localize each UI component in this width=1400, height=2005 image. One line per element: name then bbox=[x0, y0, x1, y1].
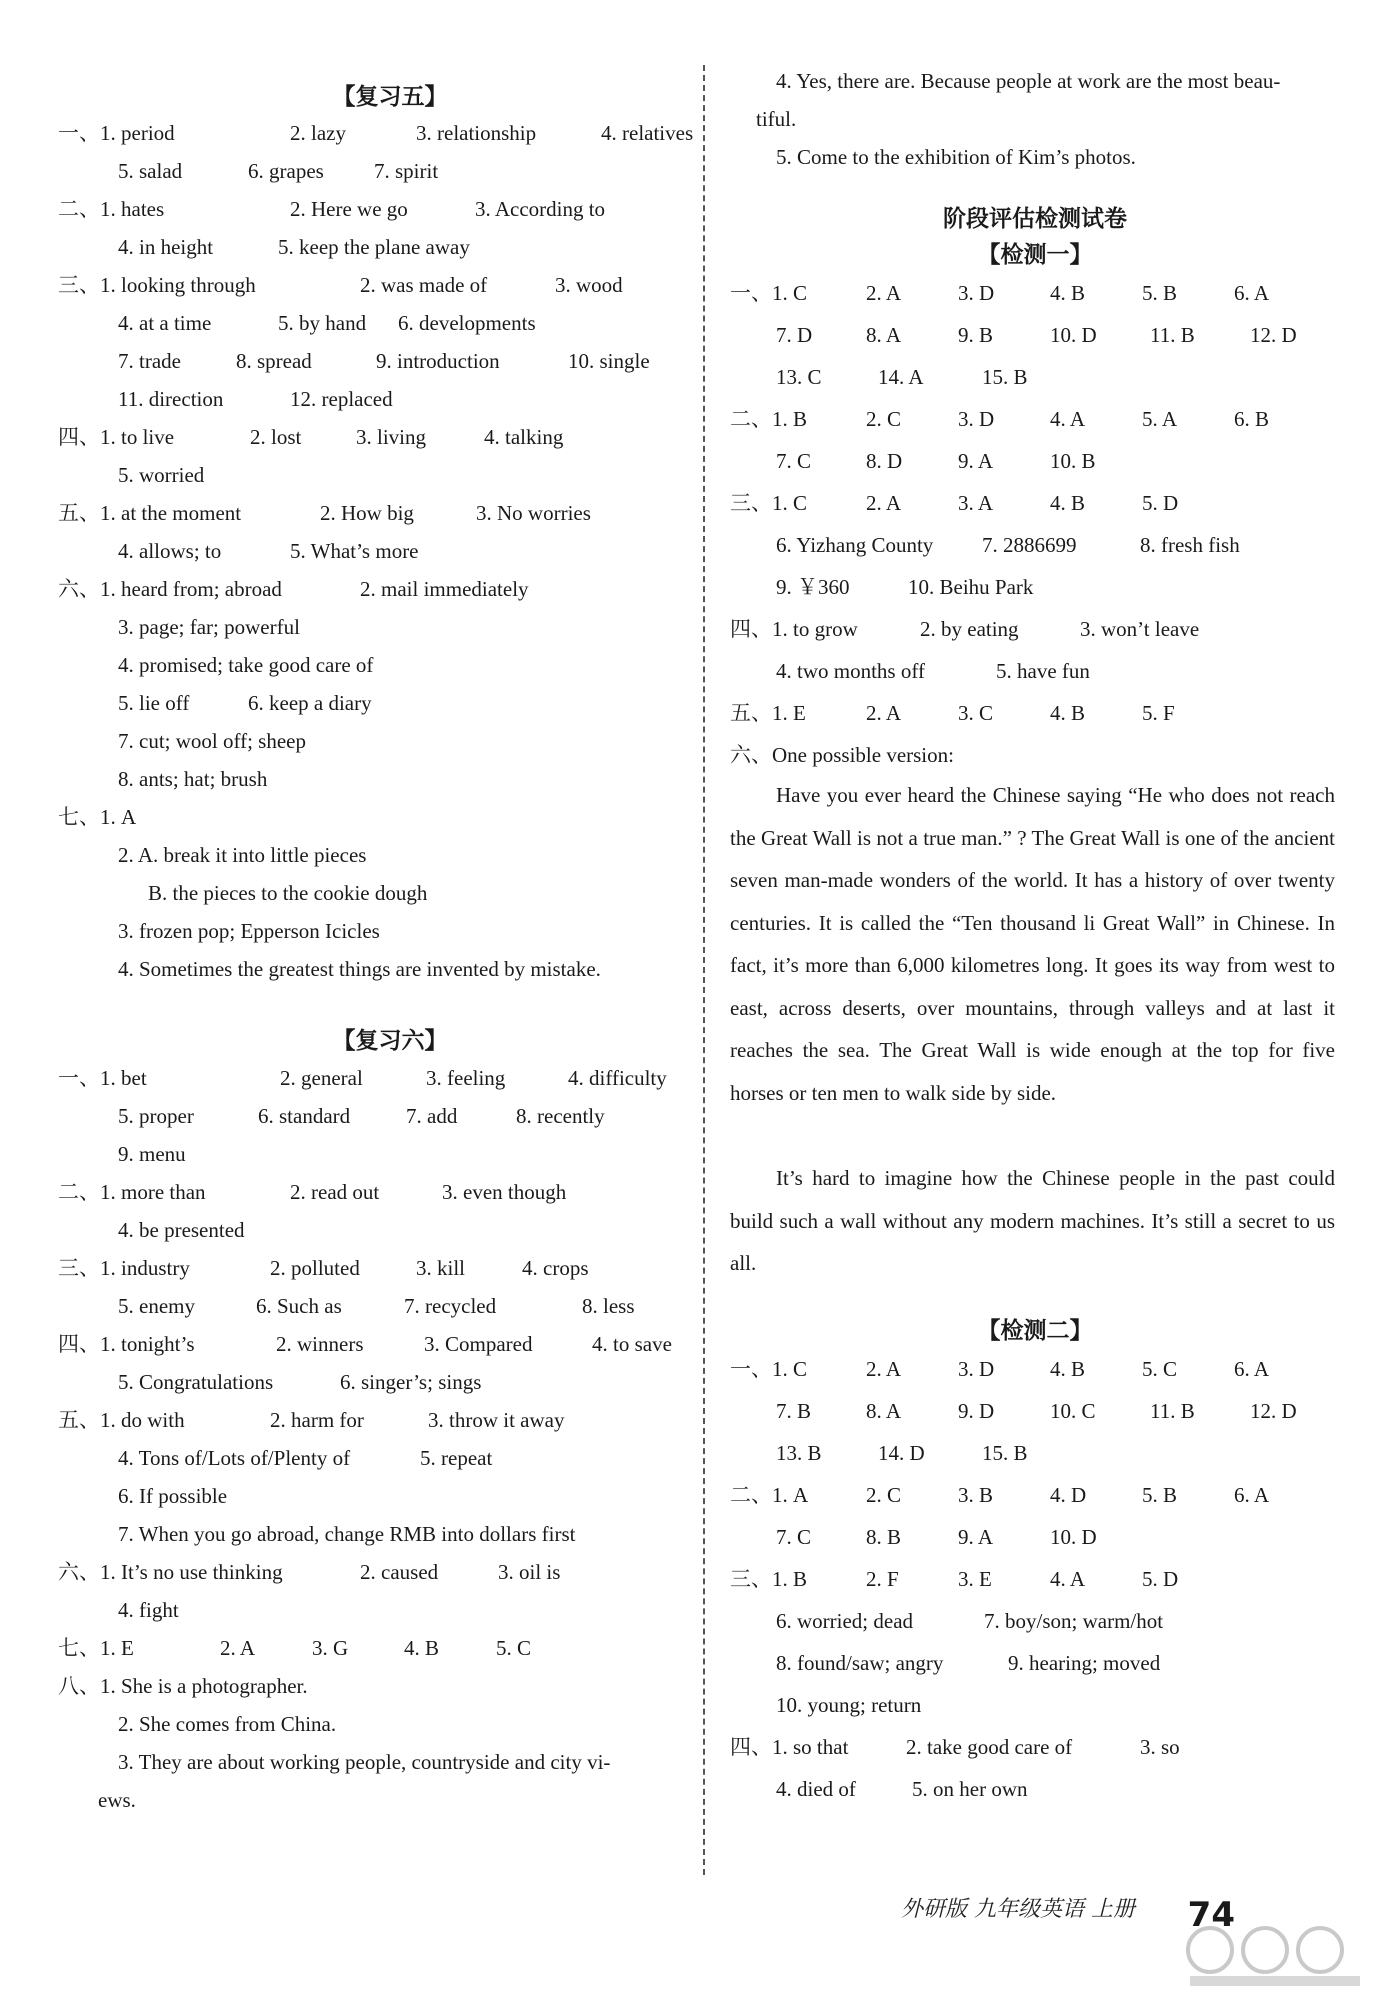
watermark-logo-icon bbox=[1170, 1920, 1380, 1990]
section-title: 阶段评估检测试卷 bbox=[943, 206, 1127, 232]
answer-line: 4. in height 5. keep the plane away bbox=[118, 235, 470, 259]
answer-line: 4. Sometimes the greatest things are invented by mistake. bbox=[118, 957, 601, 981]
answer-line: 7. D 8. A 9. B 10. D 11. B 12. D bbox=[776, 323, 1297, 347]
answer-line: 一、1. bet 2. general 3. feeling 4. difficulty bbox=[58, 1066, 667, 1090]
answer-line: 2. A. break it into little pieces bbox=[118, 843, 367, 867]
answer-line: ews. bbox=[98, 1788, 136, 1812]
answer-line: 5. salad 6. grapes 7. spirit bbox=[118, 159, 439, 183]
answer-line: 9. ￥360 10. Beihu Park bbox=[776, 575, 1034, 599]
answer-line: 六、1. heard from; abroad 2. mail immediately bbox=[58, 577, 529, 601]
answer-line: 10. young; return bbox=[776, 1693, 922, 1717]
answer-line: 八、1. She is a photographer. bbox=[58, 1674, 308, 1698]
answer-line: 5. Congratulations 6. singer’s; sings bbox=[118, 1370, 482, 1394]
answer-line: 一、1. C 2. A 3. D 4. B 5. C 6. A bbox=[730, 1357, 1270, 1381]
review5-title: 【复习五】 bbox=[332, 84, 448, 110]
answer-line: 7. C 8. B 9. A 10. D bbox=[776, 1525, 1097, 1549]
answer-line: 7. B 8. A 9. D 10. C 11. B 12. D bbox=[776, 1399, 1297, 1423]
answer-line: 二、1. hates 2. Here we go 3. According to bbox=[58, 197, 606, 221]
essay-paragraph: Have you ever heard the Chinese saying “He who does not reach the Great Wall is not a true man.” ? The Great Wall is one of the ancient seven man-made wonders of the world. It has a history of over twenty centuries. It is called the “Ten thousand li Great Wall” in Chinese. In fact, it’s more than 6,000 kilometres long. It goes its way from west to east, across deserts, over mountains, through valleys and at last it reaches the sea. The Great Wall is wide enough at the top for five horses or ten men to walk side by side. bbox=[730, 783, 1335, 1105]
answer-line: 9. menu bbox=[118, 1142, 186, 1166]
answer-line: 4. Yes, there are. Because people at work are the most beau- bbox=[776, 69, 1281, 93]
answer-line: 一、1. period 2. lazy 3. relationship 4. relatives bbox=[58, 121, 694, 145]
answer-line: 4. died of 5. on her own bbox=[776, 1777, 1028, 1801]
answer-line: 二、1. A 2. C 3. B 4. D 5. B 6. A bbox=[730, 1483, 1270, 1507]
answer-line: 四、1. tonight’s 2. winners 3. Compared 4. to save bbox=[58, 1332, 672, 1356]
answer-line: 3. page; far; powerful bbox=[118, 615, 300, 639]
answer-line: 三、1. looking through 2. was made of 3. wood bbox=[58, 273, 623, 297]
answer-line: 三、1. C 2. A 3. A 4. B 5. D bbox=[730, 491, 1179, 515]
answer-line: 5. Come to the exhibition of Kim’s photos. bbox=[776, 145, 1136, 169]
answer-line: 六、1. It’s no use thinking 2. caused 3. oil is bbox=[58, 1560, 561, 1584]
footer-book-title: 外研版 九年级英语 上册 bbox=[901, 1897, 1135, 1922]
answer-line: 四、1. to live 2. lost 3. living 4. talking bbox=[58, 425, 564, 449]
answer-line: tiful. bbox=[756, 107, 797, 131]
answer-line: B. the pieces to the cookie dough bbox=[148, 881, 428, 905]
answer-line: 4. fight bbox=[118, 1598, 179, 1622]
answer-line: 七、1. E 2. A 3. G 4. B 5. C bbox=[58, 1636, 532, 1660]
answer-line: 五、1. do with 2. harm for 3. throw it away bbox=[58, 1408, 565, 1432]
answer-line: 13. B 14. D 15. B bbox=[776, 1441, 1028, 1465]
answer-line: 二、1. more than 2. read out 3. even though bbox=[58, 1180, 567, 1204]
answer-line: 二、1. B 2. C 3. D 4. A 5. A 6. B bbox=[730, 407, 1270, 431]
answer-line: 三、1. B 2. F 3. E 4. A 5. D bbox=[730, 1567, 1179, 1591]
answer-line: 11. direction 12. replaced bbox=[118, 387, 393, 411]
answer-line: 4. be presented bbox=[118, 1218, 245, 1242]
page-number: 74 bbox=[1187, 1895, 1235, 1935]
answer-line: 4. two months off 5. have fun bbox=[776, 659, 1090, 683]
answer-line: 6. worried; dead 7. boy/son; warm/hot bbox=[776, 1609, 1164, 1633]
answer-line: 四、1. to grow 2. by eating 3. won’t leave bbox=[730, 617, 1200, 641]
answer-line: 7. When you go abroad, change RMB into dollars first bbox=[118, 1522, 576, 1546]
review6-title: 【复习六】 bbox=[332, 1028, 448, 1054]
answer-line: 7. cut; wool off; sheep bbox=[118, 729, 306, 753]
answer-line: 4. Tons of/Lots of/Plenty of 5. repeat bbox=[118, 1446, 493, 1470]
answer-line: 3. They are about working people, countryside and city vi- bbox=[118, 1750, 611, 1774]
answer-line: 8. ants; hat; brush bbox=[118, 767, 268, 791]
answer-line: 5. enemy 6. Such as 7. recycled 8. less bbox=[118, 1294, 635, 1318]
answer-line: 8. found/saw; angry 9. hearing; moved bbox=[776, 1651, 1161, 1675]
answer-line: 7. trade 8. spread 9. introduction 10. single bbox=[118, 349, 650, 373]
answer-line: 6. Yizhang County 7. 2886699 8. fresh fish bbox=[776, 533, 1240, 557]
column-divider bbox=[703, 65, 705, 1875]
answer-line: 4. at a time 5. by hand 6. developments bbox=[118, 311, 536, 335]
essay-label: 六、One possible version: bbox=[730, 743, 954, 767]
answer-line: 五、1. at the moment 2. How big 3. No worries bbox=[58, 501, 591, 525]
answer-line: 4. allows; to 5. What’s more bbox=[118, 539, 419, 563]
answer-line: 2. She comes from China. bbox=[118, 1712, 337, 1736]
answer-line: 6. If possible bbox=[118, 1484, 228, 1508]
answer-line: 3. frozen pop; Epperson Icicles bbox=[118, 919, 380, 943]
answer-line: 4. promised; take good care of bbox=[118, 653, 374, 677]
answer-line: 四、1. so that 2. take good care of 3. so bbox=[730, 1735, 1180, 1759]
test2-title: 【检测二】 bbox=[977, 1318, 1093, 1344]
test1-title: 【检测一】 bbox=[977, 242, 1093, 268]
answer-line: 13. C 14. A 15. B bbox=[776, 365, 1028, 389]
answer-line: 5. worried bbox=[118, 463, 205, 487]
answer-line: 5. proper 6. standard 7. add 8. recently bbox=[118, 1104, 605, 1128]
answer-line: 5. lie off 6. keep a diary bbox=[118, 691, 372, 715]
answer-line: 一、1. C 2. A 3. D 4. B 5. B 6. A bbox=[730, 281, 1270, 305]
answer-line: 五、1. E 2. A 3. C 4. B 5. F bbox=[730, 701, 1175, 725]
answer-line: 三、1. industry 2. polluted 3. kill 4. crops bbox=[58, 1256, 589, 1280]
answer-line: 七、1. A bbox=[58, 805, 137, 829]
answer-line: 7. C 8. D 9. A 10. B bbox=[776, 449, 1096, 473]
essay-paragraph: It’s hard to imagine how the Chinese people in the past could build such a wall without any modern machines. It’s still a secret to us all. bbox=[730, 1166, 1335, 1275]
